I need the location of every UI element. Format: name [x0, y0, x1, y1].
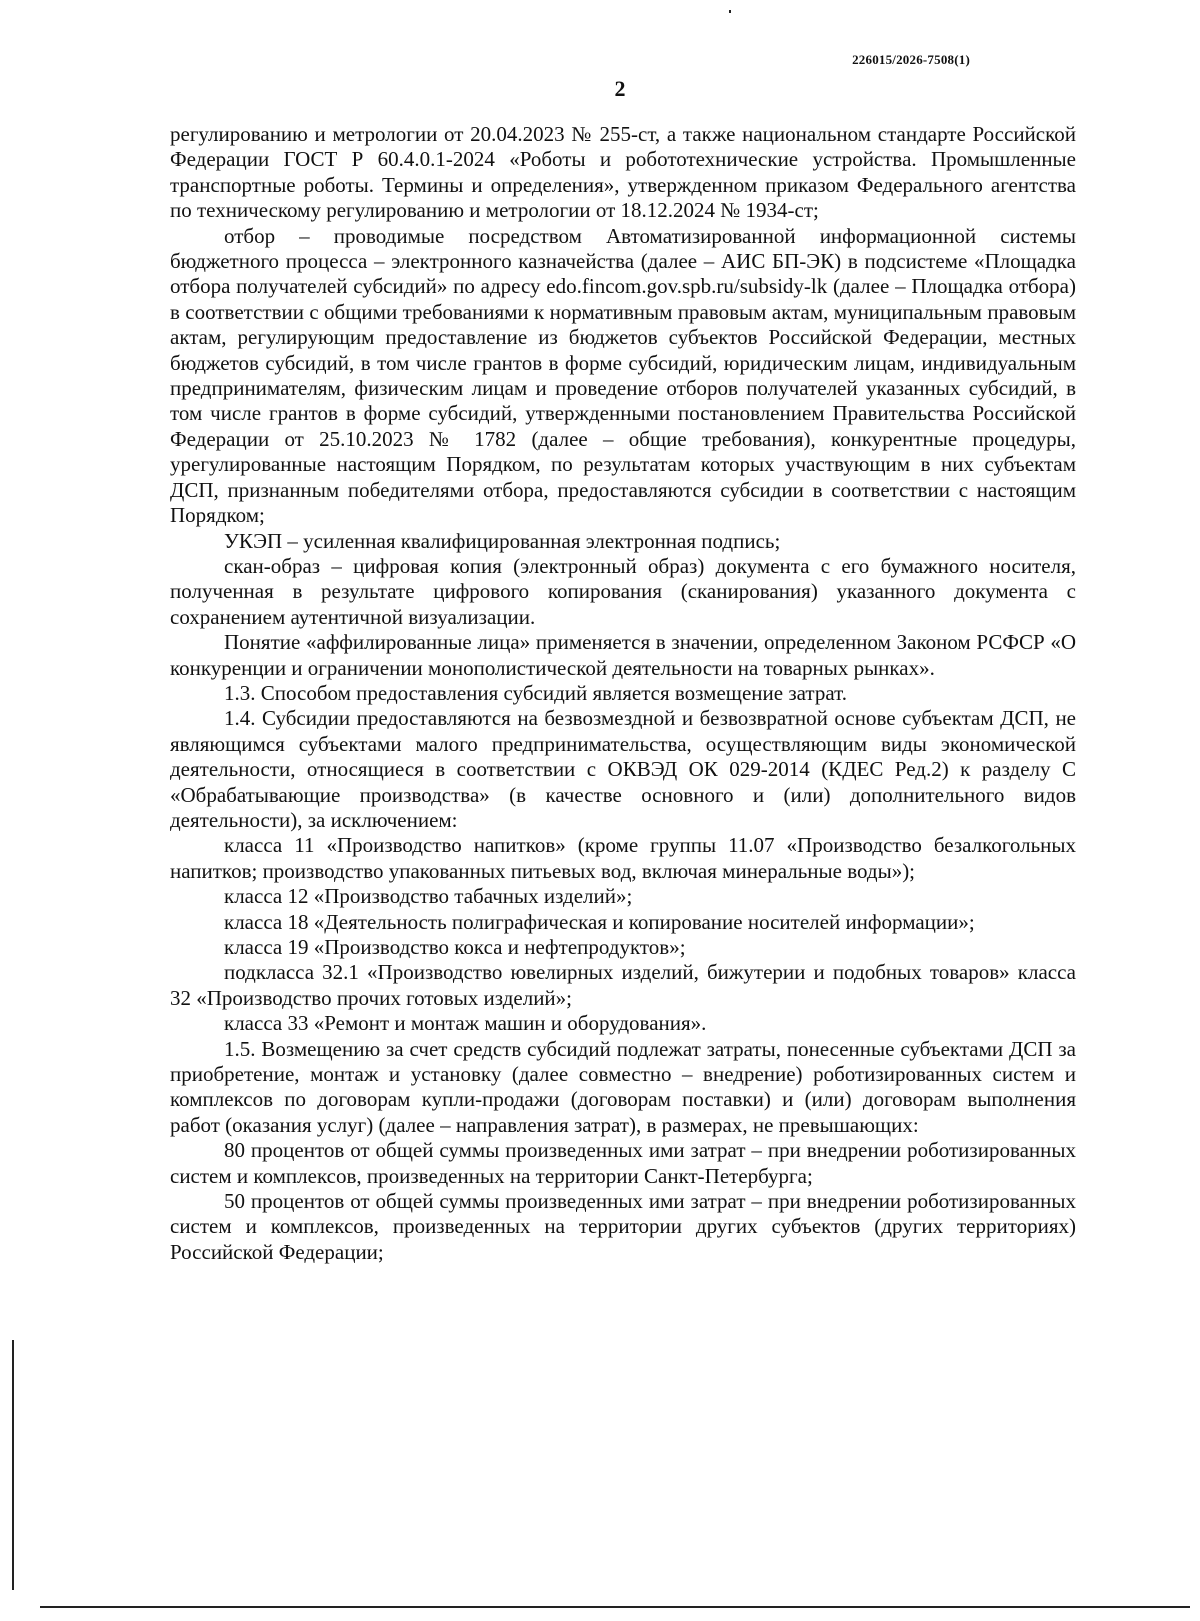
scan-top-speck	[729, 10, 731, 13]
page-number: 2	[614, 76, 626, 101]
document-registration-number: 226015/2026-7508(1)	[852, 52, 970, 67]
list-item-class-33: класса 33 «Ремонт и монтаж машин и оборудования».	[224, 1011, 707, 1036]
paragraph-clause-1-5: 1.5. Возмещению за счет средств субсидий подлежат затраты, понесенные субъектами ДСП за приобретение, монтаж и установку (далее совместно – внедрение) роботизированных систем и комплексов по договорам купли-продажи (договорам поставки) и (или) договорам выполнения работ (оказания услуг) (далее – направления затрат), в размерах, не превышающих:	[170, 1036, 1076, 1137]
document-body	[170, 122, 1076, 1265]
paragraph-definition-scan: скан-образ – цифровая копия (электронный образ) документа с его бумажного носителя, полученная в результате цифрового копирования (сканирования) указанного документа с сохранением аутентичной визуализации.	[170, 553, 1076, 629]
list-item-class-19: класса 19 «Производство кокса и нефтепродуктов»;	[224, 935, 686, 959]
paragraph-affiliated-persons: Понятие «аффилированные лица» применяется в значении, определенном Законом РСФСР «О конкуренции и ограничении монополистической деятельности на товарных рынках».	[170, 630, 1076, 680]
paragraph-clause-1-4: 1.4. Субсидии предоставляются на безвозмездной и безвозвратной основе субъектам ДСП, не являющимся субъектами малого предпринимательства, осуществляющим виды экономической деятельности, относящиеся в соответствии с ОКВЭД ОК 029-2014 (КДЕС Ред.2) к разделу С «Обрабатывающие производства» (в качестве основного и (или) дополнительного видов деятельности), за исключением:	[170, 706, 1076, 832]
paragraph-definition-ukep: УКЭП – усиленная квалифицированная электронная подпись;	[224, 528, 781, 553]
list-item-class-11: класса 11 «Производство напитков» (кроме группы 11.07 «Производство безалкогольных напитков; производство упакованных питьевых вод, включая минеральные воды»);	[170, 833, 1076, 883]
paragraph-clause-1-3: 1.3. Способом предоставления субсидий является возмещение затрат.	[224, 680, 847, 705]
paragraph-definition-otbor: отбор – проводимые посредством Автоматизированной информационной системы бюджетного процесса – электронного казначейства (далее – АИС БП-ЭК) в подсистеме «Площадка отбора получателей субсидий» по адресу edo.fincom.gov.spb.ru/subsidy-lk (далее – Площадка отбора) в соответствии с общими требованиями к нормативным правовым актам, муниципальным правовым актам, регулирующим предоставление из бюджетов субъектов Российской Федерации, местных бюджетов субсидий, в том числе грантов в форме субсидий, юридическим лицам, индивидуальным предпринимателям, физическим лицам и проведение отборов получателей указанных субсидий, в том числе грантов в форме субсидий, утвержденными постановлением Правительства Российской Федерации от 25.10.2023 № 1782 (далее – общие требования), конкурентные процедуры, урегулированные настоящим Порядком, по результатам которых участвующим в них субъектам ДСП, признанным победителями отбора, предоставляются субсидии в соответствии с настоящим Порядком;	[170, 223, 1076, 528]
scan-left-edge-line	[12, 1340, 14, 1590]
list-item-class-12: класса 12 «Производство табачных изделий»;	[224, 884, 633, 909]
list-item-80-percent: 80 процентов от общей суммы произведенных ими затрат – при внедрении роботизированных систем и комплексов, произведенных на территории Санкт-Петербурга;	[170, 1138, 1076, 1188]
list-item-50-percent: 50 процентов от общей суммы произведенных ими затрат – при внедрении роботизированных систем и комплексов, произведенных на территории других субъектов (других территориях) Российской Федерации;	[170, 1189, 1076, 1264]
paragraph-standards-continuation: регулированию и метрологии от 20.04.2023 № 255-ст, а также национальном стандарте Российской Федерации ГОСТ Р 60.4.0.1-2024 «Роботы и робототехнические устройства. Промышленные транспортные роботы. Термины и определения», утвержденном приказом Федерального агентства по техническому регулированию и метрологии от 18.12.2024 № 1934-ст;	[170, 122, 1076, 223]
scan-bottom-edge-line	[40, 1606, 1190, 1608]
list-item-subclass-32-1: подкласса 32.1 «Производство ювелирных изделий, бижутерии и подобных товаров» класса 32 «Производство прочих готовых изделий»;	[170, 960, 1076, 1010]
list-item-class-18: класса 18 «Деятельность полиграфическая и копирование носителей информации»;	[224, 909, 975, 934]
